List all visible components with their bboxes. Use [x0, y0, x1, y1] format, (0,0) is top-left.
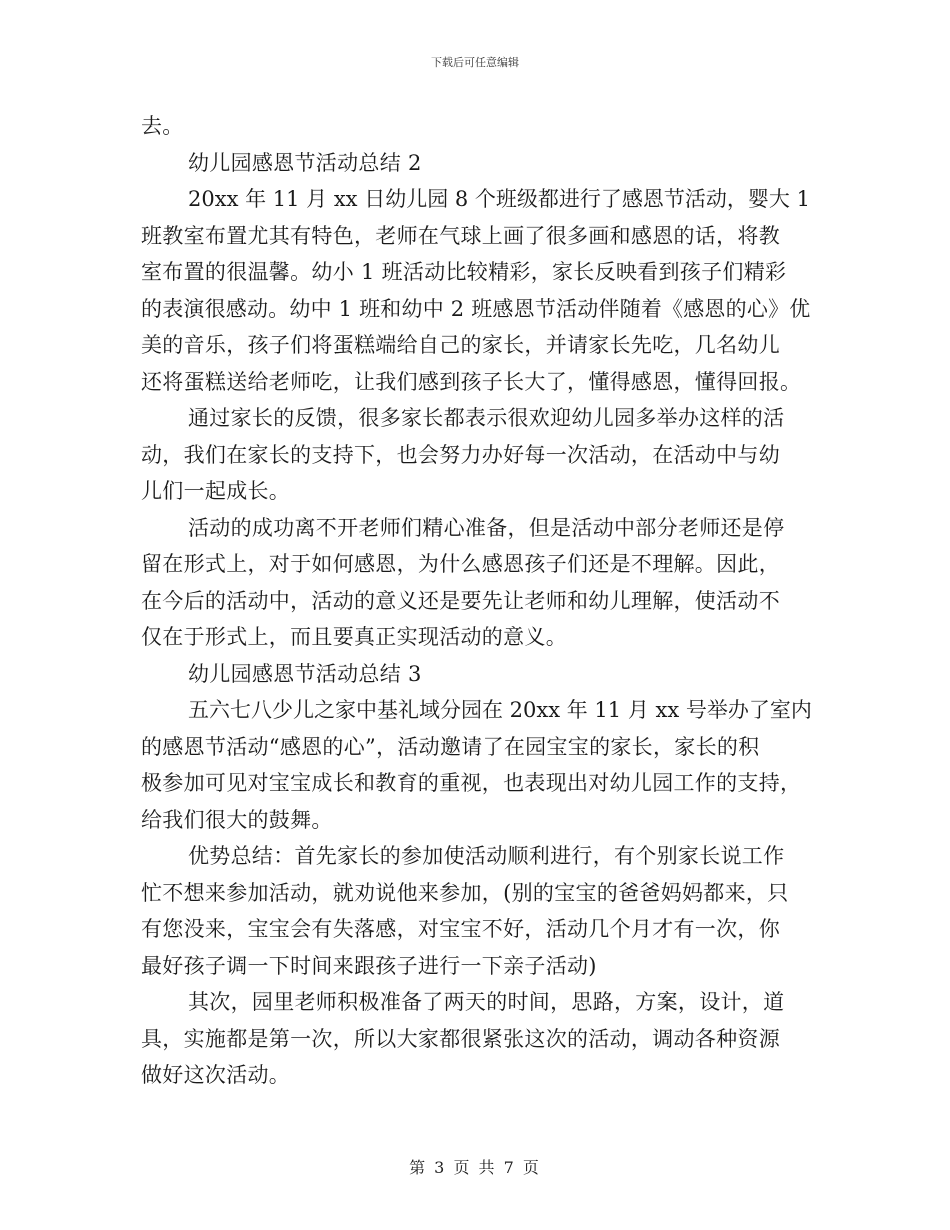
text-line: 仅在于形式上，而且要真正实现活动的意义。: [141, 625, 567, 649]
text-line: 的感恩节活动“感恩的心”，活动邀请了在园宝宝的家长，家长的积: [141, 734, 760, 759]
text-line: 的表演很感动。幼中 1 班和幼中 2 班感恩节活动伴随着《感恩的心》优: [141, 296, 811, 321]
text-line: 室布置的很温馨。幼小 1 班活动比较精彩，家长反映看到孩子们精彩: [141, 260, 787, 284]
text-line: 优势总结：首先家长的参加使活动顺利进行，有个别家长说工作: [188, 844, 785, 868]
page-header: 下载后可任意编辑: [431, 56, 519, 69]
text-line: 幼儿园感恩节活动总结 3: [188, 661, 422, 686]
text-line: 留在形式上，对于如何感恩，为什么感恩孩子们还是不理解。因此，: [141, 552, 780, 576]
text-line: 其次，园里老师积极准备了两天的时间，思路，方案，设计，道: [188, 990, 785, 1014]
text-line: 通过家长的反馈，很多家长都表示很欢迎幼儿园多举办这样的活: [188, 406, 785, 430]
text-line: 20xx 年 11 月 xx 日幼儿园 8 个班级都进行了感恩节活动，婴大 1: [188, 187, 810, 211]
text-line: 最好孩子调一下时间来跟孩子进行一下亲子活动): [141, 953, 597, 978]
text-line: 给我们很大的鼓舞。: [141, 807, 333, 832]
text-line: 动，我们在家长的支持下，也会努力办好每一次活动，在活动中与幼: [141, 442, 780, 467]
text-line: 活动的成功离不开老师们精心准备，但是活动中部分老师还是停: [188, 515, 785, 540]
text-line: 儿们一起成长。: [141, 479, 291, 503]
text-line: 极参加可见对宝宝成长和教育的重视，也表现出对幼儿园工作的支持，: [141, 771, 802, 795]
page-footer: 第 3 页 共 7 页: [409, 1158, 541, 1177]
text-line: 班教室布置尤其有特色，老师在气球上画了很多画和感恩的话，将教: [141, 223, 780, 248]
text-line: 在今后的活动中，活动的意义还是要先让老师和幼儿理解，使活动不: [141, 588, 780, 613]
text-line: 忙不想来参加活动，就劝说他来参加，(别的宝宝的爸爸妈妈都来，只: [141, 880, 789, 905]
text-line: 还将蛋糕送给老师吃，让我们感到孩子长大了，懂得感恩，懂得回报。: [141, 369, 802, 394]
text-line: 美的音乐，孩子们将蛋糕端给自己的家长，并请家长先吃，几名幼儿: [141, 333, 780, 357]
text-line: 做好这次活动。: [141, 1063, 291, 1087]
document-body: [141, 108, 813, 1094]
text-line: 幼儿园感恩节活动总结 2: [188, 150, 422, 175]
text-line: 五六七八少儿之家中基礼域分园在 20xx 年 11 月 xx 号举办了室内: [188, 698, 812, 722]
text-line: 有您没来，宝宝会有失落感，对宝宝不好，活动几个月才有一次，你: [141, 917, 780, 941]
text-line: 具，实施都是第一次，所以大家都很紧张这次的活动，调动各种资源: [141, 1026, 780, 1051]
text-line: 去。: [141, 114, 184, 138]
